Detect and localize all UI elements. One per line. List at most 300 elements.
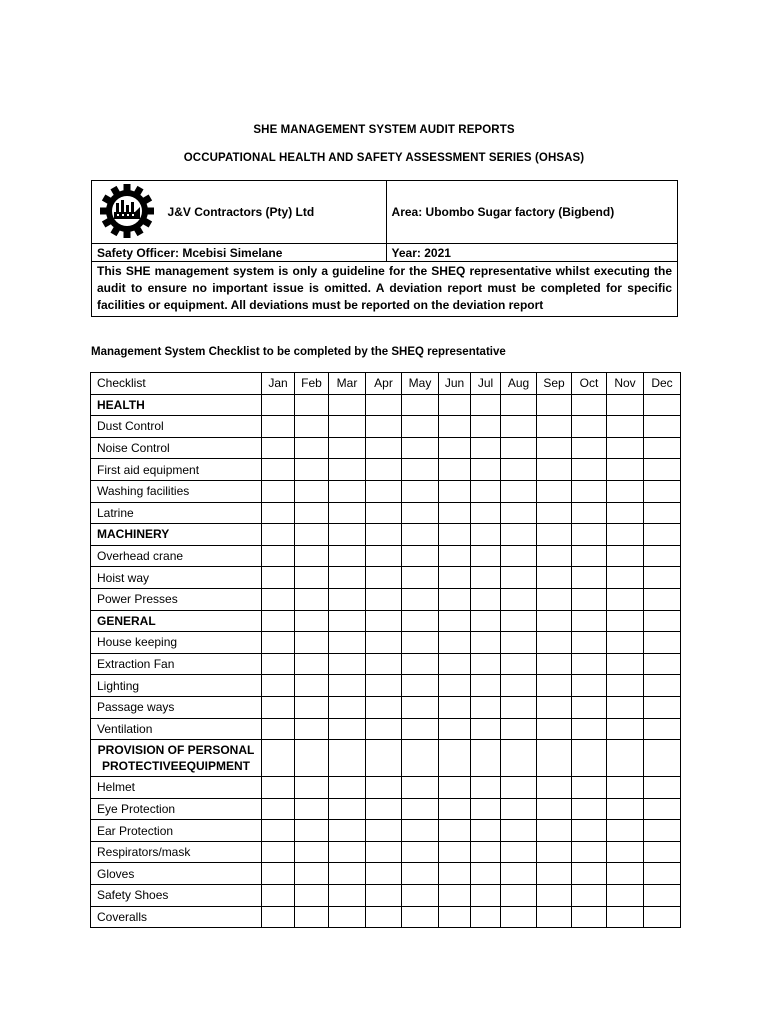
- month-check-cell[interactable]: [471, 437, 501, 459]
- month-check-cell[interactable]: [537, 798, 572, 820]
- month-check-cell[interactable]: [262, 459, 295, 481]
- month-check-cell[interactable]: [644, 567, 681, 589]
- month-check-cell[interactable]: [572, 841, 607, 863]
- month-check-cell[interactable]: [644, 416, 681, 438]
- month-check-cell[interactable]: [644, 480, 681, 502]
- month-check-cell[interactable]: [262, 416, 295, 438]
- month-check-cell[interactable]: [329, 632, 366, 654]
- month-check-cell[interactable]: [295, 459, 329, 481]
- month-check-cell[interactable]: [329, 798, 366, 820]
- month-check-cell[interactable]: [295, 437, 329, 459]
- checklist-item-label: Latrine: [91, 502, 262, 524]
- month-check-cell[interactable]: [572, 675, 607, 697]
- month-header: Oct: [572, 373, 607, 395]
- month-check-cell[interactable]: [471, 798, 501, 820]
- month-header: Sep: [537, 373, 572, 395]
- month-check-cell[interactable]: [607, 524, 644, 546]
- month-check-cell[interactable]: [439, 696, 471, 718]
- month-check-cell[interactable]: [537, 524, 572, 546]
- month-check-cell[interactable]: [295, 885, 329, 907]
- month-check-cell[interactable]: [329, 841, 366, 863]
- month-check-cell[interactable]: [537, 545, 572, 567]
- month-check-cell[interactable]: [366, 841, 402, 863]
- month-check-cell[interactable]: [501, 632, 537, 654]
- month-check-cell[interactable]: [537, 718, 572, 740]
- month-check-cell[interactable]: [329, 524, 366, 546]
- month-check-cell[interactable]: [572, 820, 607, 842]
- month-check-cell[interactable]: [295, 740, 329, 777]
- month-check-cell[interactable]: [572, 567, 607, 589]
- month-check-cell[interactable]: [402, 459, 439, 481]
- month-check-cell[interactable]: [572, 437, 607, 459]
- month-check-cell[interactable]: [501, 718, 537, 740]
- month-check-cell[interactable]: [537, 906, 572, 928]
- month-check-cell[interactable]: [572, 863, 607, 885]
- month-check-cell[interactable]: [537, 416, 572, 438]
- month-check-cell[interactable]: [402, 394, 439, 416]
- month-check-cell[interactable]: [644, 437, 681, 459]
- month-check-cell[interactable]: [471, 480, 501, 502]
- month-check-cell[interactable]: [572, 653, 607, 675]
- month-check-cell[interactable]: [366, 567, 402, 589]
- month-check-cell[interactable]: [501, 567, 537, 589]
- month-check-cell[interactable]: [537, 675, 572, 697]
- month-check-cell[interactable]: [607, 394, 644, 416]
- checklist-row: [91, 480, 681, 502]
- month-check-cell[interactable]: [537, 777, 572, 799]
- month-check-cell[interactable]: [262, 588, 295, 610]
- month-check-cell[interactable]: [402, 632, 439, 654]
- month-check-cell[interactable]: [607, 480, 644, 502]
- month-check-cell[interactable]: [439, 545, 471, 567]
- month-check-cell[interactable]: [329, 459, 366, 481]
- month-check-cell[interactable]: [644, 740, 681, 777]
- month-check-cell[interactable]: [295, 567, 329, 589]
- month-check-cell[interactable]: [402, 906, 439, 928]
- month-check-cell[interactable]: [607, 718, 644, 740]
- month-check-cell[interactable]: [471, 459, 501, 481]
- month-check-cell[interactable]: [607, 502, 644, 524]
- month-check-cell[interactable]: [366, 610, 402, 632]
- month-check-cell[interactable]: [439, 502, 471, 524]
- month-check-cell[interactable]: [439, 653, 471, 675]
- month-check-cell[interactable]: [329, 696, 366, 718]
- month-check-cell[interactable]: [471, 841, 501, 863]
- month-check-cell[interactable]: [572, 777, 607, 799]
- month-check-cell[interactable]: [329, 653, 366, 675]
- month-check-cell[interactable]: [501, 841, 537, 863]
- month-header: Jun: [439, 373, 471, 395]
- checklist-item-label: Passage ways: [91, 696, 262, 718]
- month-check-cell[interactable]: [366, 394, 402, 416]
- month-check-cell[interactable]: [295, 777, 329, 799]
- month-check-cell[interactable]: [295, 610, 329, 632]
- month-check-cell[interactable]: [295, 416, 329, 438]
- month-check-cell[interactable]: [537, 885, 572, 907]
- month-check-cell[interactable]: [644, 524, 681, 546]
- month-check-cell[interactable]: [572, 718, 607, 740]
- month-check-cell[interactable]: [537, 502, 572, 524]
- month-check-cell[interactable]: [501, 777, 537, 799]
- month-check-cell[interactable]: [537, 820, 572, 842]
- month-check-cell[interactable]: [366, 906, 402, 928]
- month-check-cell[interactable]: [644, 502, 681, 524]
- month-check-cell[interactable]: [607, 545, 644, 567]
- month-check-cell[interactable]: [295, 653, 329, 675]
- month-check-cell[interactable]: [439, 798, 471, 820]
- month-check-cell[interactable]: [439, 906, 471, 928]
- month-check-cell[interactable]: [501, 798, 537, 820]
- month-check-cell[interactable]: [471, 653, 501, 675]
- month-check-cell[interactable]: [607, 841, 644, 863]
- month-check-cell[interactable]: [501, 885, 537, 907]
- month-check-cell[interactable]: [572, 524, 607, 546]
- month-check-cell[interactable]: [329, 740, 366, 777]
- month-check-cell[interactable]: [644, 777, 681, 799]
- month-check-cell[interactable]: [439, 437, 471, 459]
- month-check-cell[interactable]: [439, 885, 471, 907]
- month-check-cell[interactable]: [402, 524, 439, 546]
- month-check-cell[interactable]: [262, 798, 295, 820]
- month-check-cell[interactable]: [501, 863, 537, 885]
- month-check-cell[interactable]: [471, 524, 501, 546]
- month-check-cell[interactable]: [471, 502, 501, 524]
- month-check-cell[interactable]: [644, 863, 681, 885]
- month-check-cell[interactable]: [402, 841, 439, 863]
- month-check-cell[interactable]: [439, 777, 471, 799]
- month-check-cell[interactable]: [644, 906, 681, 928]
- month-check-cell[interactable]: [295, 820, 329, 842]
- month-check-cell[interactable]: [295, 480, 329, 502]
- month-check-cell[interactable]: [262, 480, 295, 502]
- month-check-cell[interactable]: [329, 885, 366, 907]
- month-check-cell[interactable]: [537, 696, 572, 718]
- month-check-cell[interactable]: [329, 545, 366, 567]
- month-check-cell[interactable]: [471, 863, 501, 885]
- month-check-cell[interactable]: [402, 653, 439, 675]
- month-check-cell[interactable]: [262, 610, 295, 632]
- month-check-cell[interactable]: [366, 863, 402, 885]
- month-check-cell[interactable]: [471, 632, 501, 654]
- month-check-cell[interactable]: [501, 394, 537, 416]
- month-check-cell[interactable]: [366, 588, 402, 610]
- month-check-cell[interactable]: [366, 416, 402, 438]
- month-check-cell[interactable]: [402, 885, 439, 907]
- month-check-cell[interactable]: [471, 740, 501, 777]
- month-check-cell[interactable]: [439, 820, 471, 842]
- month-check-cell[interactable]: [329, 437, 366, 459]
- month-check-cell[interactable]: [366, 718, 402, 740]
- month-check-cell[interactable]: [572, 459, 607, 481]
- month-check-cell[interactable]: [471, 610, 501, 632]
- month-check-cell[interactable]: [366, 437, 402, 459]
- month-check-cell[interactable]: [329, 863, 366, 885]
- month-check-cell[interactable]: [439, 841, 471, 863]
- month-check-cell[interactable]: [366, 885, 402, 907]
- month-check-cell[interactable]: [644, 394, 681, 416]
- month-check-cell[interactable]: [607, 740, 644, 777]
- month-check-cell[interactable]: [402, 820, 439, 842]
- month-check-cell[interactable]: [402, 416, 439, 438]
- month-check-cell[interactable]: [471, 906, 501, 928]
- month-check-cell[interactable]: [262, 740, 295, 777]
- month-check-cell[interactable]: [329, 820, 366, 842]
- month-check-cell[interactable]: [402, 718, 439, 740]
- month-check-cell[interactable]: [295, 718, 329, 740]
- month-check-cell[interactable]: [439, 480, 471, 502]
- month-check-cell[interactable]: [366, 653, 402, 675]
- month-header: May: [402, 373, 439, 395]
- month-check-cell[interactable]: [537, 437, 572, 459]
- section-label: PROVISION OF PERSONAL PROTECTIVEEQUIPMENT: [91, 740, 262, 777]
- month-check-cell[interactable]: [644, 459, 681, 481]
- month-check-cell[interactable]: [644, 820, 681, 842]
- month-check-cell[interactable]: [644, 798, 681, 820]
- month-check-cell[interactable]: [366, 675, 402, 697]
- month-check-cell[interactable]: [537, 740, 572, 777]
- month-check-cell[interactable]: [402, 588, 439, 610]
- month-check-cell[interactable]: [262, 696, 295, 718]
- month-check-cell[interactable]: [607, 437, 644, 459]
- month-check-cell[interactable]: [537, 480, 572, 502]
- month-check-cell[interactable]: [607, 653, 644, 675]
- month-check-cell[interactable]: [501, 545, 537, 567]
- month-check-cell[interactable]: [366, 696, 402, 718]
- month-check-cell[interactable]: [262, 841, 295, 863]
- month-check-cell[interactable]: [501, 653, 537, 675]
- month-check-cell[interactable]: [572, 740, 607, 777]
- month-check-cell[interactable]: [295, 394, 329, 416]
- month-check-cell[interactable]: [329, 394, 366, 416]
- month-check-cell[interactable]: [439, 459, 471, 481]
- month-check-cell[interactable]: [471, 416, 501, 438]
- month-check-cell[interactable]: [572, 610, 607, 632]
- month-check-cell[interactable]: [329, 502, 366, 524]
- month-check-cell[interactable]: [572, 632, 607, 654]
- month-check-cell[interactable]: [501, 480, 537, 502]
- month-check-cell[interactable]: [501, 416, 537, 438]
- month-check-cell[interactable]: [644, 885, 681, 907]
- month-check-cell[interactable]: [329, 777, 366, 799]
- month-check-cell[interactable]: [262, 653, 295, 675]
- month-check-cell[interactable]: [572, 394, 607, 416]
- month-check-cell[interactable]: [439, 524, 471, 546]
- month-check-cell[interactable]: [501, 675, 537, 697]
- month-check-cell[interactable]: [607, 610, 644, 632]
- month-check-cell[interactable]: [402, 740, 439, 777]
- month-check-cell[interactable]: [439, 863, 471, 885]
- month-check-cell[interactable]: [501, 437, 537, 459]
- month-check-cell[interactable]: [501, 696, 537, 718]
- month-check-cell[interactable]: [262, 863, 295, 885]
- month-check-cell[interactable]: [501, 459, 537, 481]
- month-check-cell[interactable]: [644, 545, 681, 567]
- month-check-cell[interactable]: [262, 885, 295, 907]
- month-check-cell[interactable]: [402, 480, 439, 502]
- month-check-cell[interactable]: [501, 588, 537, 610]
- month-check-cell[interactable]: [366, 545, 402, 567]
- month-check-cell[interactable]: [295, 863, 329, 885]
- month-check-cell[interactable]: [366, 820, 402, 842]
- month-check-cell[interactable]: [471, 820, 501, 842]
- month-check-cell[interactable]: [295, 632, 329, 654]
- month-check-cell[interactable]: [607, 459, 644, 481]
- month-check-cell[interactable]: [501, 610, 537, 632]
- month-check-cell[interactable]: [572, 798, 607, 820]
- month-check-cell[interactable]: [572, 885, 607, 907]
- checklist-row: [91, 459, 681, 481]
- month-check-cell[interactable]: [607, 777, 644, 799]
- month-check-cell[interactable]: [402, 545, 439, 567]
- month-check-cell[interactable]: [607, 416, 644, 438]
- month-check-cell[interactable]: [644, 632, 681, 654]
- month-check-cell[interactable]: [329, 588, 366, 610]
- month-check-cell[interactable]: [439, 394, 471, 416]
- month-check-cell[interactable]: [439, 675, 471, 697]
- month-check-cell[interactable]: [607, 632, 644, 654]
- month-check-cell[interactable]: [537, 632, 572, 654]
- month-check-cell[interactable]: [402, 502, 439, 524]
- month-check-cell[interactable]: [262, 567, 295, 589]
- month-check-cell[interactable]: [262, 502, 295, 524]
- month-check-cell[interactable]: [366, 632, 402, 654]
- month-check-cell[interactable]: [644, 588, 681, 610]
- month-check-cell[interactable]: [607, 863, 644, 885]
- month-check-cell[interactable]: [262, 718, 295, 740]
- month-check-cell[interactable]: [607, 567, 644, 589]
- month-check-cell[interactable]: [329, 567, 366, 589]
- month-check-cell[interactable]: [537, 610, 572, 632]
- month-check-cell[interactable]: [572, 906, 607, 928]
- month-check-cell[interactable]: [572, 588, 607, 610]
- month-check-cell[interactable]: [644, 653, 681, 675]
- month-check-cell[interactable]: [295, 502, 329, 524]
- month-check-cell[interactable]: [366, 524, 402, 546]
- month-check-cell[interactable]: [572, 502, 607, 524]
- month-check-cell[interactable]: [572, 480, 607, 502]
- month-check-cell[interactable]: [644, 718, 681, 740]
- month-check-cell[interactable]: [607, 675, 644, 697]
- month-check-cell[interactable]: [471, 718, 501, 740]
- month-check-cell[interactable]: [295, 696, 329, 718]
- month-check-cell[interactable]: [607, 885, 644, 907]
- month-check-cell[interactable]: [471, 696, 501, 718]
- month-check-cell[interactable]: [366, 798, 402, 820]
- month-check-cell[interactable]: [295, 675, 329, 697]
- month-check-cell[interactable]: [366, 740, 402, 777]
- month-check-cell[interactable]: [607, 820, 644, 842]
- month-check-cell[interactable]: [537, 567, 572, 589]
- month-check-cell[interactable]: [537, 459, 572, 481]
- month-check-cell[interactable]: [402, 437, 439, 459]
- month-check-cell[interactable]: [402, 567, 439, 589]
- month-check-cell[interactable]: [329, 906, 366, 928]
- month-check-cell[interactable]: [402, 675, 439, 697]
- month-check-cell[interactable]: [439, 588, 471, 610]
- month-check-cell[interactable]: [262, 906, 295, 928]
- month-check-cell[interactable]: [537, 841, 572, 863]
- month-check-cell[interactable]: [402, 696, 439, 718]
- month-check-cell[interactable]: [439, 632, 471, 654]
- month-check-cell[interactable]: [366, 459, 402, 481]
- month-check-cell[interactable]: [402, 798, 439, 820]
- month-check-cell[interactable]: [501, 502, 537, 524]
- month-check-cell[interactable]: [537, 588, 572, 610]
- month-check-cell[interactable]: [295, 841, 329, 863]
- month-check-cell[interactable]: [572, 416, 607, 438]
- month-check-cell[interactable]: [295, 588, 329, 610]
- month-check-cell[interactable]: [366, 502, 402, 524]
- month-check-cell[interactable]: [402, 777, 439, 799]
- month-check-cell[interactable]: [644, 841, 681, 863]
- month-check-cell[interactable]: [329, 718, 366, 740]
- month-check-cell[interactable]: [572, 545, 607, 567]
- month-check-cell[interactable]: [439, 718, 471, 740]
- month-check-cell[interactable]: [471, 885, 501, 907]
- month-check-cell[interactable]: [537, 863, 572, 885]
- month-check-cell[interactable]: [471, 675, 501, 697]
- month-check-cell[interactable]: [607, 906, 644, 928]
- month-check-cell[interactable]: [262, 394, 295, 416]
- month-check-cell[interactable]: [366, 777, 402, 799]
- month-check-cell[interactable]: [329, 675, 366, 697]
- month-check-cell[interactable]: [295, 906, 329, 928]
- month-check-cell[interactable]: [471, 777, 501, 799]
- month-check-cell[interactable]: [501, 740, 537, 777]
- month-check-cell[interactable]: [262, 524, 295, 546]
- month-check-cell[interactable]: [501, 524, 537, 546]
- month-check-cell[interactable]: [439, 567, 471, 589]
- month-check-cell[interactable]: [262, 545, 295, 567]
- month-check-cell[interactable]: [607, 588, 644, 610]
- month-check-cell[interactable]: [262, 437, 295, 459]
- month-check-cell[interactable]: [262, 632, 295, 654]
- month-check-cell[interactable]: [295, 798, 329, 820]
- month-check-cell[interactable]: [537, 394, 572, 416]
- month-check-cell[interactable]: [329, 480, 366, 502]
- month-check-cell[interactable]: [644, 675, 681, 697]
- month-check-cell[interactable]: [366, 480, 402, 502]
- month-check-cell[interactable]: [262, 777, 295, 799]
- month-check-cell[interactable]: [262, 820, 295, 842]
- month-check-cell[interactable]: [607, 798, 644, 820]
- month-check-cell[interactable]: [471, 545, 501, 567]
- month-check-cell[interactable]: [262, 675, 295, 697]
- month-check-cell[interactable]: [471, 588, 501, 610]
- month-check-cell[interactable]: [501, 820, 537, 842]
- month-check-cell[interactable]: [537, 653, 572, 675]
- month-check-cell[interactable]: [295, 524, 329, 546]
- month-check-cell[interactable]: [644, 610, 681, 632]
- checklist-row: [91, 906, 681, 928]
- month-check-cell[interactable]: [607, 696, 644, 718]
- checklist-item-label: Power Presses: [91, 588, 262, 610]
- month-check-cell[interactable]: [402, 610, 439, 632]
- month-check-cell[interactable]: [471, 567, 501, 589]
- month-check-cell[interactable]: [295, 545, 329, 567]
- month-check-cell[interactable]: [471, 394, 501, 416]
- month-check-cell[interactable]: [402, 863, 439, 885]
- checklist-item-label: Ear Protection: [91, 820, 262, 842]
- month-check-cell[interactable]: [572, 696, 607, 718]
- month-check-cell[interactable]: [439, 610, 471, 632]
- month-check-cell[interactable]: [501, 906, 537, 928]
- month-check-cell[interactable]: [439, 740, 471, 777]
- month-check-cell[interactable]: [329, 610, 366, 632]
- month-check-cell[interactable]: [439, 416, 471, 438]
- month-check-cell[interactable]: [329, 416, 366, 438]
- month-check-cell[interactable]: [644, 696, 681, 718]
